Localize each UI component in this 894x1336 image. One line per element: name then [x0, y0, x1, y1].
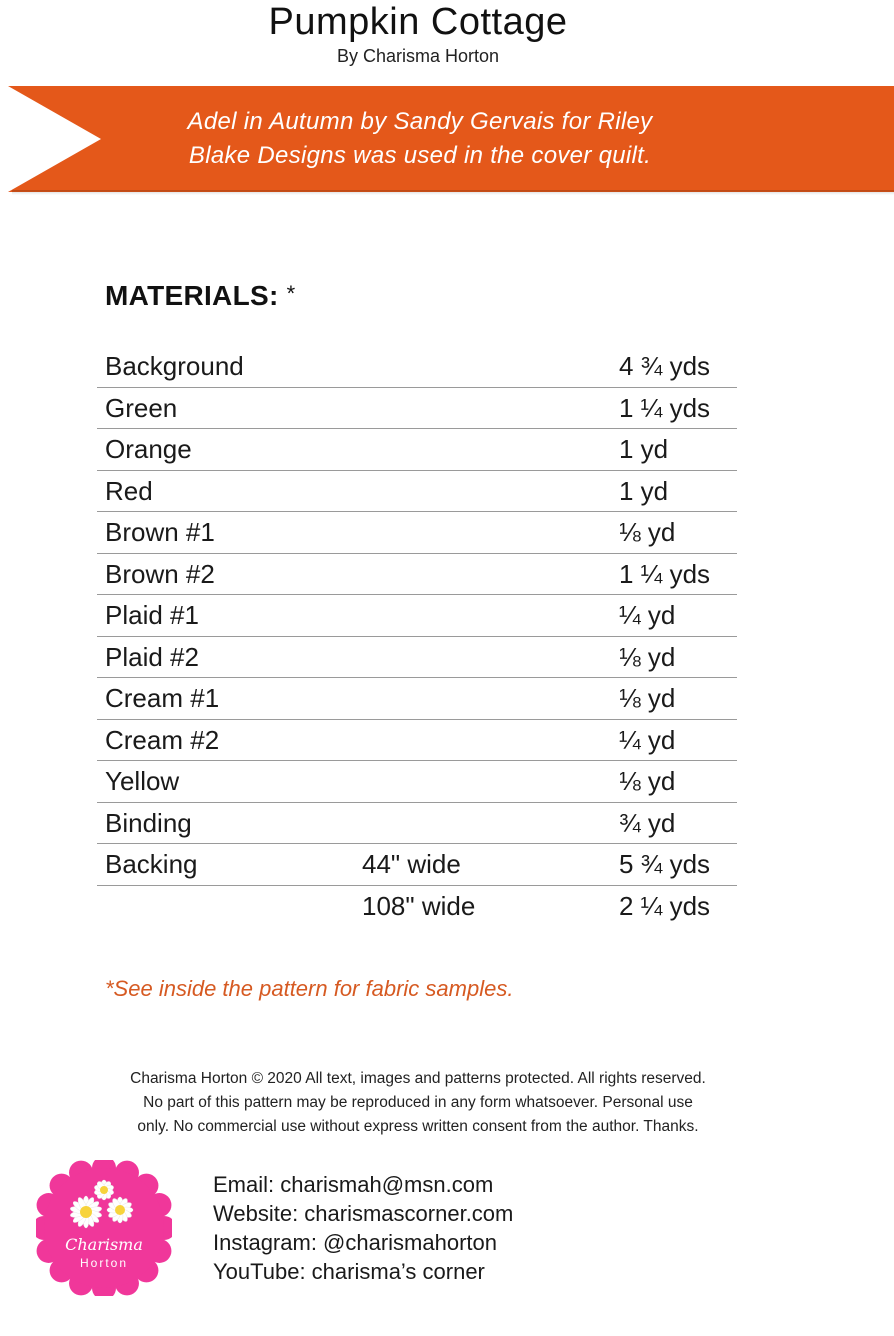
material-row — [97, 678, 737, 720]
copyright-notice — [56, 1067, 780, 1139]
material-row — [97, 720, 737, 762]
materials-table — [97, 346, 737, 926]
material-quantity: 4 ¾ yds — [619, 351, 711, 381]
banner-line-1: Adel in Autumn by Sandy Gervais for Riley — [187, 108, 653, 135]
material-quantity: 1 ¼ yds — [619, 558, 711, 589]
material-name: Brown #1 — [105, 517, 215, 547]
banner-shadow — [12, 190, 894, 195]
material-row — [97, 844, 737, 886]
material-row — [97, 471, 737, 513]
material-quantity: 1 yd — [619, 434, 669, 464]
material-row — [97, 761, 737, 803]
material-name: Plaid #1 — [105, 600, 199, 630]
material-row — [97, 346, 737, 388]
material-name: Background — [105, 351, 244, 381]
contact-email[interactable]: Email: charismah@msn.com — [213, 1172, 494, 1197]
material-name: Cream #2 — [105, 724, 220, 755]
material-note: 108" wide — [362, 890, 476, 921]
material-name: Cream #1 — [105, 683, 220, 713]
material-quantity: ¼ yd — [619, 724, 676, 755]
copyright-line-2: No part of this pattern may be reproduced in any form whatsoever. Personal use — [143, 1094, 693, 1111]
material-row — [97, 554, 737, 596]
material-row — [97, 595, 737, 637]
material-quantity: 1 yd — [619, 475, 669, 506]
banner-line-2: Blake Designs was used in the cover quilt. — [188, 142, 652, 169]
copyright-line-1: Charisma Horton © 2020 All text, images and patterns protected. All rights reserved. — [130, 1070, 706, 1087]
material-row — [97, 803, 737, 845]
material-name: Plaid #2 — [105, 641, 199, 672]
fabric-footnote: *See inside the pattern for fabric samples. — [105, 976, 514, 1001]
material-quantity: ¼ yd — [619, 600, 676, 630]
materials-heading-label: MATERIALS: — [105, 280, 279, 311]
charisma-logo-badge — [36, 1160, 172, 1296]
material-row — [97, 429, 737, 471]
material-name: Green — [105, 392, 178, 423]
material-name: Backing — [105, 849, 198, 879]
page-title: Pumpkin Cottage — [268, 1, 568, 43]
banner-text — [140, 105, 700, 173]
material-row — [97, 637, 737, 679]
material-quantity: ⅛ yd — [619, 683, 676, 713]
contact-block — [213, 1170, 513, 1286]
copyright-line-3: only. No commercial use without express written consent from the author. Thanks. — [137, 1118, 699, 1135]
material-quantity: ⅛ yd — [619, 766, 676, 796]
material-name: Binding — [105, 807, 192, 838]
material-note: 44" wide — [362, 849, 461, 879]
material-name: Red — [105, 475, 153, 506]
contact-instagram[interactable]: Instagram: @charismahorton — [213, 1230, 498, 1255]
material-quantity: 1 ¼ yds — [619, 392, 711, 423]
material-quantity: ⅛ yd — [619, 517, 676, 547]
materials-heading — [105, 280, 295, 312]
material-name: Yellow — [105, 766, 180, 796]
material-row — [97, 388, 737, 430]
materials-asterisk: * — [286, 281, 296, 306]
material-quantity: ¾ yd — [619, 807, 676, 838]
material-row — [97, 512, 737, 554]
logo-name: Charisma — [65, 1235, 143, 1254]
logo-subname: Horton — [79, 1256, 129, 1270]
material-name: Orange — [105, 434, 192, 464]
contact-youtube[interactable]: YouTube: charisma’s corner — [213, 1259, 485, 1284]
author-byline: By Charisma Horton — [336, 46, 500, 66]
material-row — [97, 886, 737, 927]
material-name: Brown #2 — [105, 558, 215, 589]
material-quantity: 5 ¾ yds — [619, 849, 711, 879]
contact-website[interactable]: Website: charismascorner.com — [213, 1201, 514, 1226]
material-quantity: ⅛ yd — [619, 641, 676, 672]
material-quantity: 2 ¼ yds — [619, 890, 711, 921]
